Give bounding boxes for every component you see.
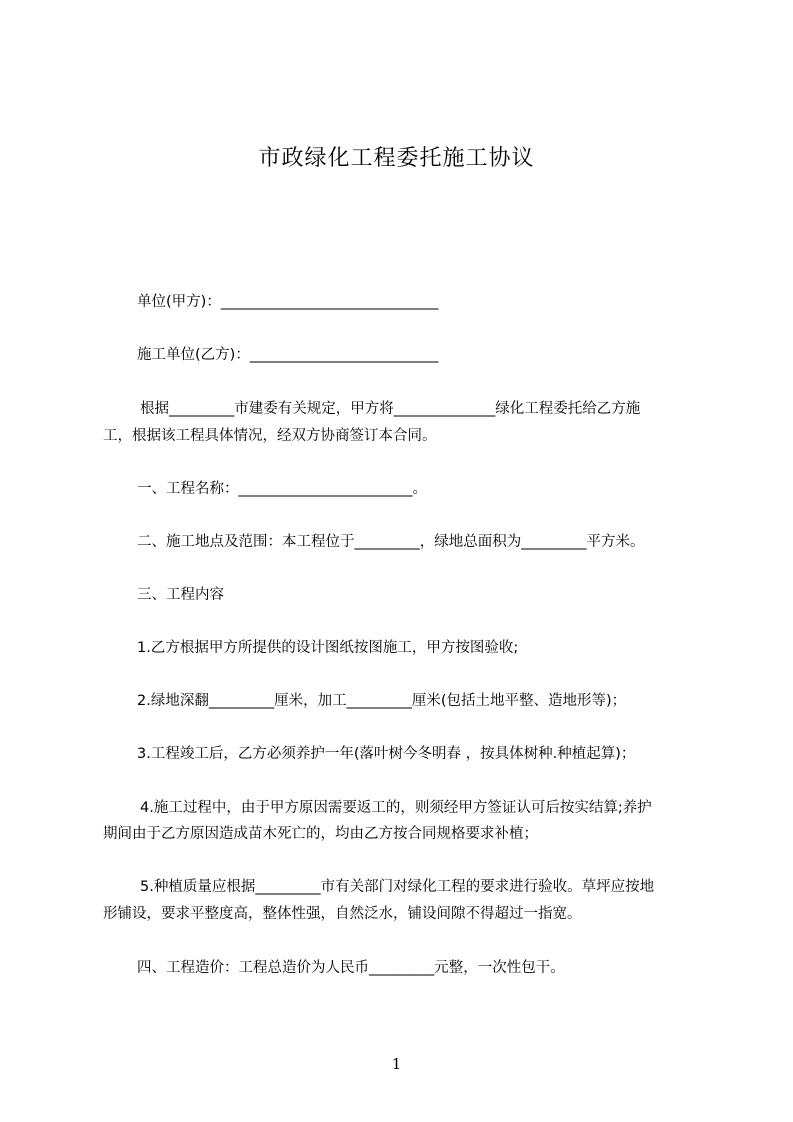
preamble-line-1: 根据_________市建委有关规定，甲方将______________绿化工程委托给乙方施: [140, 401, 641, 417]
party-a-line: 单位(甲方)：______________________________: [137, 294, 439, 310]
section-1-project-name: 一、工程名称：________________________。: [137, 481, 427, 497]
section-4-project-cost: 四、工程造价：工程总造价为人民币_________元整，一次性包干。: [137, 960, 565, 976]
document-title: 市政绿化工程委托施工协议: [258, 146, 535, 171]
item-3: 3.工程竣工后，乙方必须养护一年(落叶树今冬明春 ，按具体树种.种植起算)；: [137, 746, 636, 762]
item-2: 2.绿地深翻_________厘米，加工_________厘米(包括土地平整、造地形等)；: [137, 693, 627, 709]
item-5-line-1: 5.种植质量应根据_________市有关部门对绿化工程的要求进行验收。草坪应按地: [140, 879, 655, 895]
item-4-line-1: 4.施工过程中，由于甲方原因需要返工的，则须经甲方签证认可后按实结算;养护: [140, 800, 652, 816]
item-4-line-2: 期间由于乙方原因造成苗木死亡的，均由乙方按合同规格要求补植；: [103, 826, 538, 842]
party-b-line: 施工单位(乙方)：__________________________: [137, 347, 439, 363]
section-2-location-scope: 二、施工地点及范围：本工程位于_________，绿地总面积为_________平方米。: [137, 534, 645, 550]
item-1: 1.乙方根据甲方所提供的设计图纸按图施工，甲方按图验收;: [137, 640, 519, 656]
item-5-line-2: 形铺设，要求平整度高，整体性强，自然泛水，铺设间隙不得超过一指宽。: [103, 906, 582, 922]
preamble-line-2: 工，根据该工程具体情况，经双方协商签订本合同。: [103, 428, 437, 444]
section-3-heading: 三、工程内容: [137, 587, 224, 603]
page-number: 1: [391, 1055, 402, 1073]
